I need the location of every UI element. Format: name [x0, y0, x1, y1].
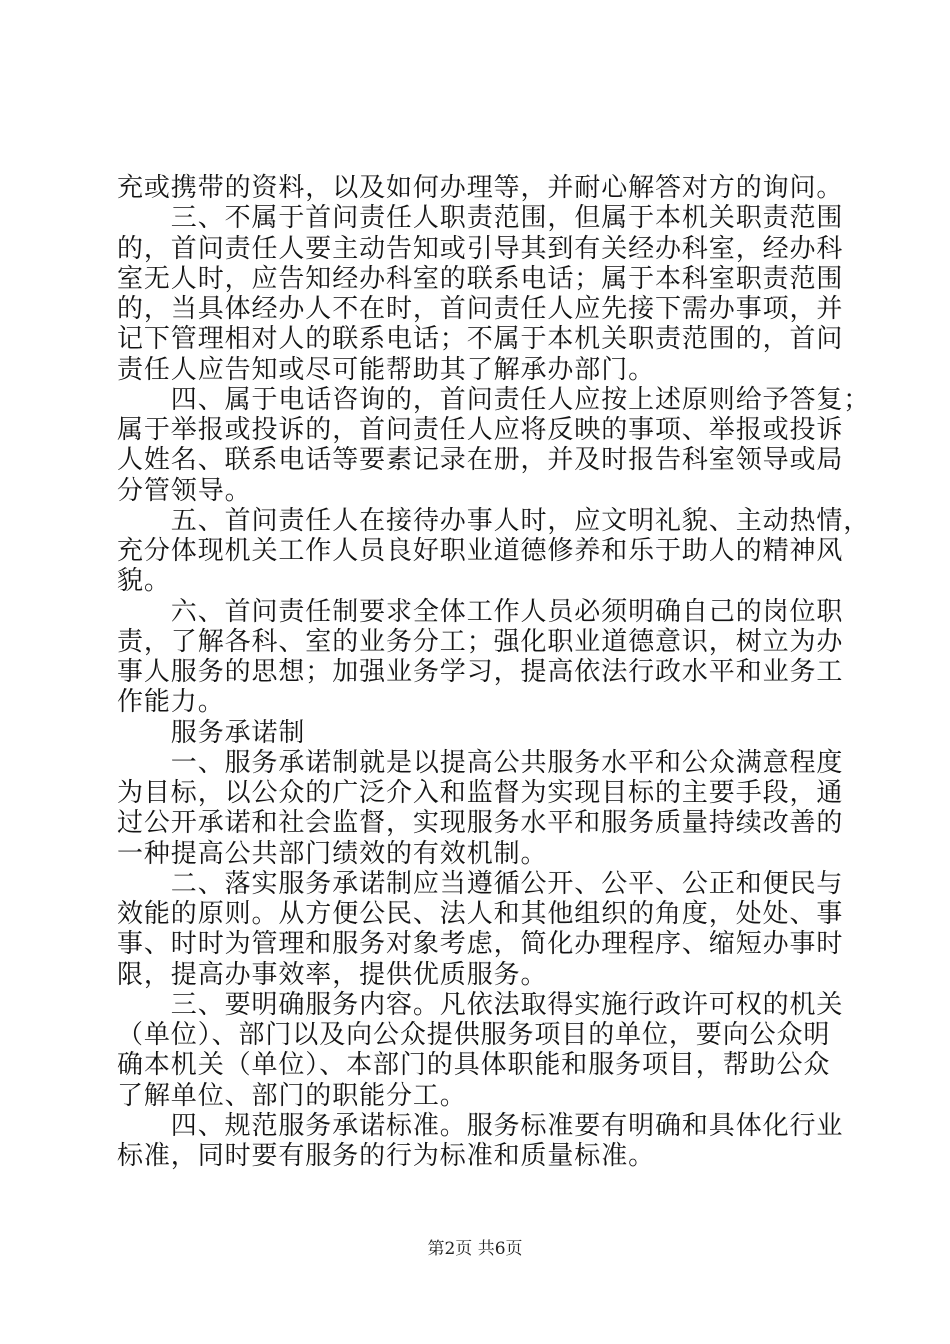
text-line: 效能的原则。从方便公民、法人和其他组织的角度，处处、事: [117, 899, 844, 929]
section-heading: 服务承诺制: [117, 718, 306, 748]
text-line: 了解单位、部门的职能分工。: [117, 1081, 467, 1111]
text-line: 三、要明确服务内容。凡依法取得实施行政许可权的机关: [117, 990, 844, 1020]
text-line: 事、时时为管理和服务对象考虑，简化办理程序、缩短办事时: [117, 929, 844, 959]
text-line: 的，首问责任人要主动告知或引导其到有关经办科室，经办科: [117, 234, 844, 264]
text-line: 五、首问责任人在接待办事人时，应文明礼貌、主动热情，: [117, 506, 871, 536]
text-line: 的，当具体经办人不在时，首问责任人应先接下需办事项，并: [117, 294, 844, 324]
text-line: 限，提高办事效率，提供优质服务。: [117, 960, 548, 990]
text-line: 记下管理相对人的联系电话；不属于本机关职责范围的，首问: [117, 324, 844, 354]
text-line: 室无人时，应告知经办科室的联系电话；属于本科室职责范围: [117, 264, 844, 294]
text-line: 六、首问责任制要求全体工作人员必须明确自己的岗位职: [117, 597, 844, 627]
text-line: 一、服务承诺制就是以提高公共服务水平和公众满意程度: [117, 748, 844, 778]
text-line: 三、不属于首问责任人职责范围，但属于本机关职责范围: [117, 203, 844, 233]
text-line: 确本机关（单位）、本部门的具体职能和服务项目，帮助公众: [117, 1050, 831, 1080]
text-line: 一种提高公共部门绩效的有效机制。: [117, 839, 548, 869]
page-footer: 第2页 共6页: [427, 1239, 523, 1259]
text-line: 充分体现机关工作人员良好职业道德修养和乐于助人的精神风: [117, 536, 844, 566]
text-line: 标准，同时要有服务的行为标准和质量标准。: [117, 1141, 656, 1171]
text-line: 属于举报或投诉的，首问责任人应将反映的事项、举报或投诉: [117, 415, 844, 445]
text-line: 四、规范服务承诺标准。服务标准要有明确和具体化行业: [117, 1111, 844, 1141]
text-line: 责任人应告知或尽可能帮助其了解承办部门。: [117, 355, 656, 385]
text-line: 貌。: [117, 566, 171, 596]
text-line: 过公开承诺和社会监督，实现服务水平和服务质量持续改善的: [117, 808, 844, 838]
text-line: 人姓名、联系电话等要素记录在册，并及时报告科室领导或局: [117, 445, 844, 475]
text-line: 责，了解各科、室的业务分工；强化职业道德意识，树立为办: [117, 627, 844, 657]
text-line: 事人服务的思想；加强业务学习，提高依法行政水平和业务工: [117, 657, 844, 687]
text-line: （单位）、部门以及向公众提供服务项目的单位，要向公众明: [117, 1020, 831, 1050]
text-line: 分管领导。: [117, 476, 252, 506]
text-line: 四、属于电话咨询的，首问责任人应按上述原则给予答复；: [117, 385, 871, 415]
text-line: 二、落实服务承诺制应当遵循公开、公平、公正和便民与: [117, 869, 844, 899]
text-line: 充或携带的资料，以及如何办理等，并耐心解答对方的询问。: [117, 173, 844, 203]
text-line: 作能力。: [117, 687, 225, 717]
text-line: 为目标，以公众的广泛介入和监督为实现目标的主要手段，通: [117, 778, 844, 808]
